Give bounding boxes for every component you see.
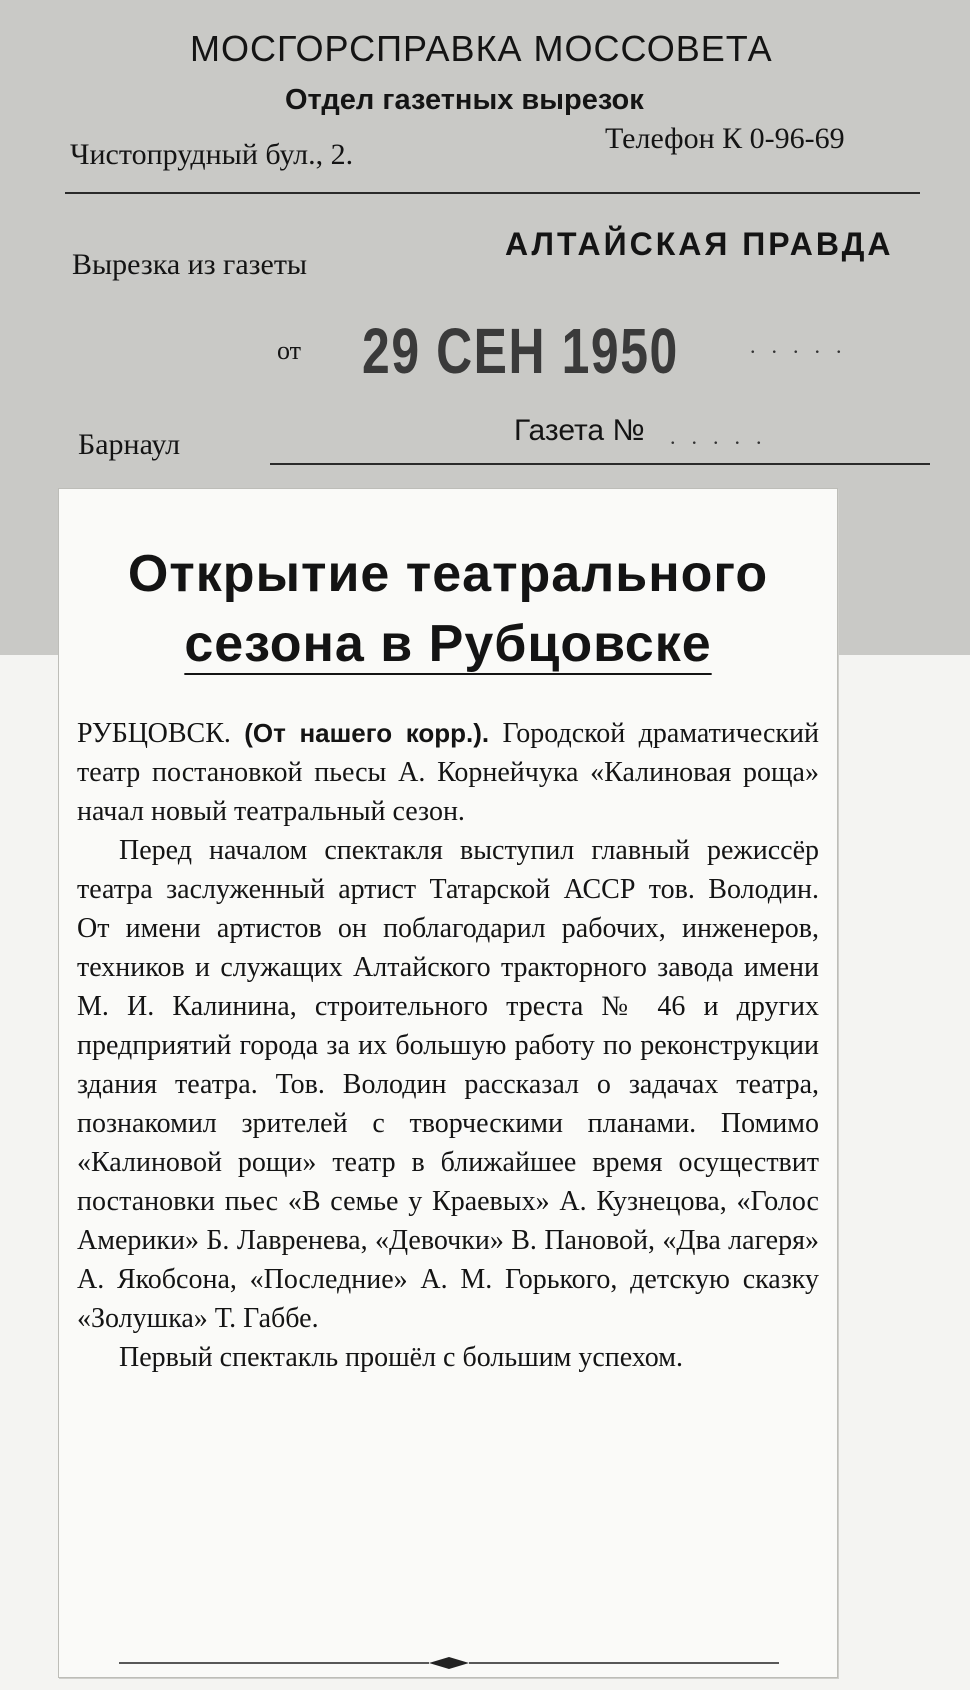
divider-line [270,463,930,465]
dateline: РУБЦОВСК. [77,718,231,749]
date-from-label: от [277,336,302,365]
address: Чистопрудный бул., 2. [70,138,354,171]
article-body [77,714,819,1377]
issue-number-label: Газета № [514,414,645,447]
headline-line-2: сезона в Рубцовске [184,615,712,673]
correspondent-note: (От нашего корр.). [244,718,490,748]
article-headline [77,539,819,679]
paragraph-text: Городской драматический театр постановкой пьесы А. Корнейчука «Калиновая роща» начал новый театральный сезон. [77,718,819,827]
ornament-divider [119,1653,779,1673]
department-name: Отдел газетных вырезок [285,84,644,116]
phone-number: Телефон К 0-96-69 [605,122,845,155]
clip-source-label: Вырезка из газеты [72,248,308,281]
organization-name: МОСГОРСПРАВКА МОССОВЕТА [190,28,773,69]
date-dots: ..... [750,333,858,358]
article-paragraph: Первый спектакль прошёл с большим успехом. [119,1342,683,1373]
article-paragraph: Перед началом спектакля выступил главный режиссёр театра заслуженный артист Татарской АССР тов. Володин. От имени артистов он поблагодарил рабочих, инженеров, техников и служащих Алтайского тракторного завода имени М. И. Калинина, строительного треста № 46 и других предприятий города за их большую работу по реконструкции здания театра. Тов. Володин рассказал о задачах театра, познакомил зрителей с творческими планами. Помимо «Калиновой рощи» театр в ближайшее время осуществит постановки пьес «В семье у Краевых» А. Кузнецова, «Голос Америки» Б. Лавренева, «Девочки» В. Пановой, «Два лагеря» А. Якобсона, «Последние» А. М. Горького, детскую сказку «Золушка» Т. Габбе. [77,835,819,1334]
headline-line-1: Открытие театрального [127,545,769,603]
city-name: Барнаул [78,428,181,461]
newspaper-clipping [58,488,838,1678]
date-stamp: 29 СЕН 1950 [362,315,679,387]
issue-dots: ..... [670,424,778,449]
article-paragraph [77,714,819,831]
newspaper-name: АЛТАЙСКАЯ ПРАВДА [505,226,894,262]
divider-line [65,192,920,194]
